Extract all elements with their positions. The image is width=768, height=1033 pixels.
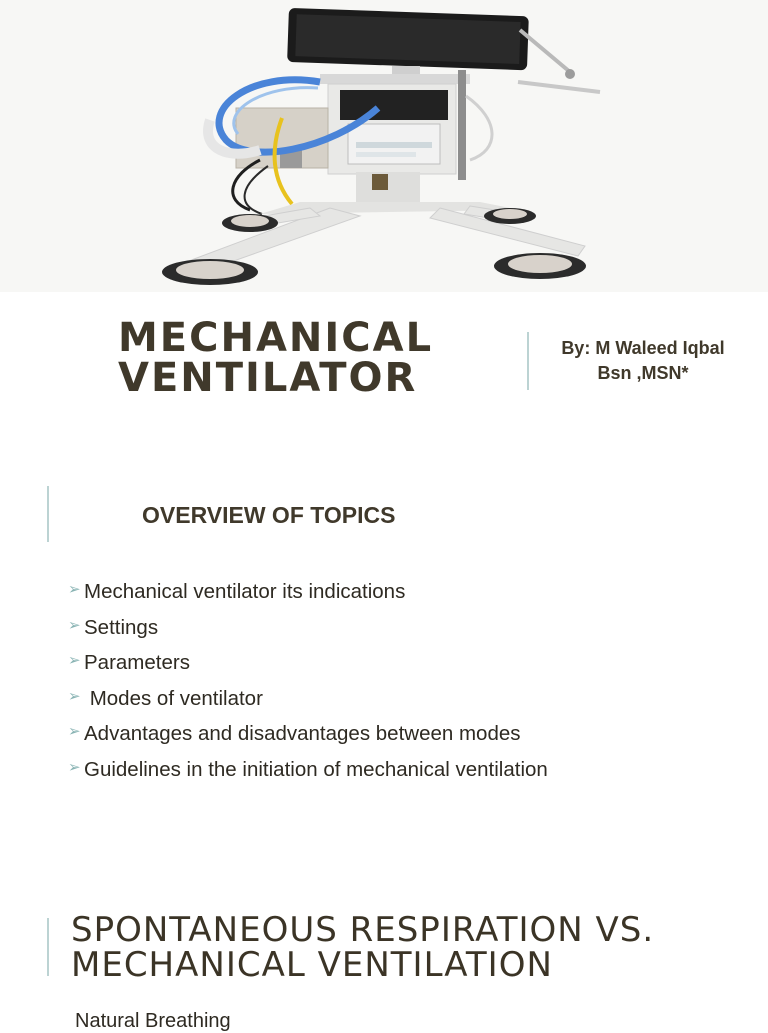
ventilator-photo — [0, 0, 768, 292]
list-item-text: Advantages and disadvantages between modes — [84, 722, 521, 745]
list-item — [68, 716, 548, 752]
list-item — [68, 645, 548, 681]
title-line-2: VENTILATOR — [118, 355, 418, 401]
author-divider — [527, 332, 529, 390]
arrow-bullet-icon: ➢ — [68, 723, 81, 740]
arrow-bullet-icon: ➢ — [68, 581, 81, 598]
comparison-heading-line-2: MECHANICAL VENTILATION — [71, 945, 553, 985]
list-item-text: Mechanical ventilator its indications — [84, 580, 406, 603]
arrow-bullet-icon: ➢ — [68, 616, 81, 634]
list-item — [68, 681, 548, 717]
author-credentials: Bsn ,MSN* — [597, 363, 689, 383]
comparison-heading-line-1: SPONTANEOUS RESPIRATION VS. — [71, 910, 655, 950]
list-item — [68, 752, 548, 788]
list-item-text: Parameters — [84, 651, 190, 674]
list-item — [68, 574, 548, 610]
comparison-heading — [71, 910, 655, 985]
arrow-bullet-icon: ➢ — [68, 652, 81, 669]
arrow-bullet-icon: ➢ — [68, 687, 81, 705]
author-block — [540, 336, 746, 386]
topics-list — [68, 574, 548, 787]
slide-title — [118, 315, 434, 401]
list-item-text: Settings — [84, 615, 159, 639]
author-name: By: M Waleed Iqbal — [561, 338, 725, 358]
title-line-1: MECHANICAL — [118, 315, 434, 361]
natural-breathing-label: Natural Breathing — [75, 1010, 231, 1032]
overview-heading: OVERVIEW OF TOPICS — [142, 502, 396, 528]
list-item — [68, 610, 548, 646]
overview-divider — [47, 486, 49, 542]
section-divider — [47, 918, 49, 976]
list-item-text: Modes of ventilator — [84, 686, 263, 710]
arrow-bullet-icon: ➢ — [68, 758, 81, 776]
list-item-text: Guidelines in the initiation of mechanical ventilation — [84, 757, 548, 781]
ventilator-illustration — [0, 0, 768, 292]
